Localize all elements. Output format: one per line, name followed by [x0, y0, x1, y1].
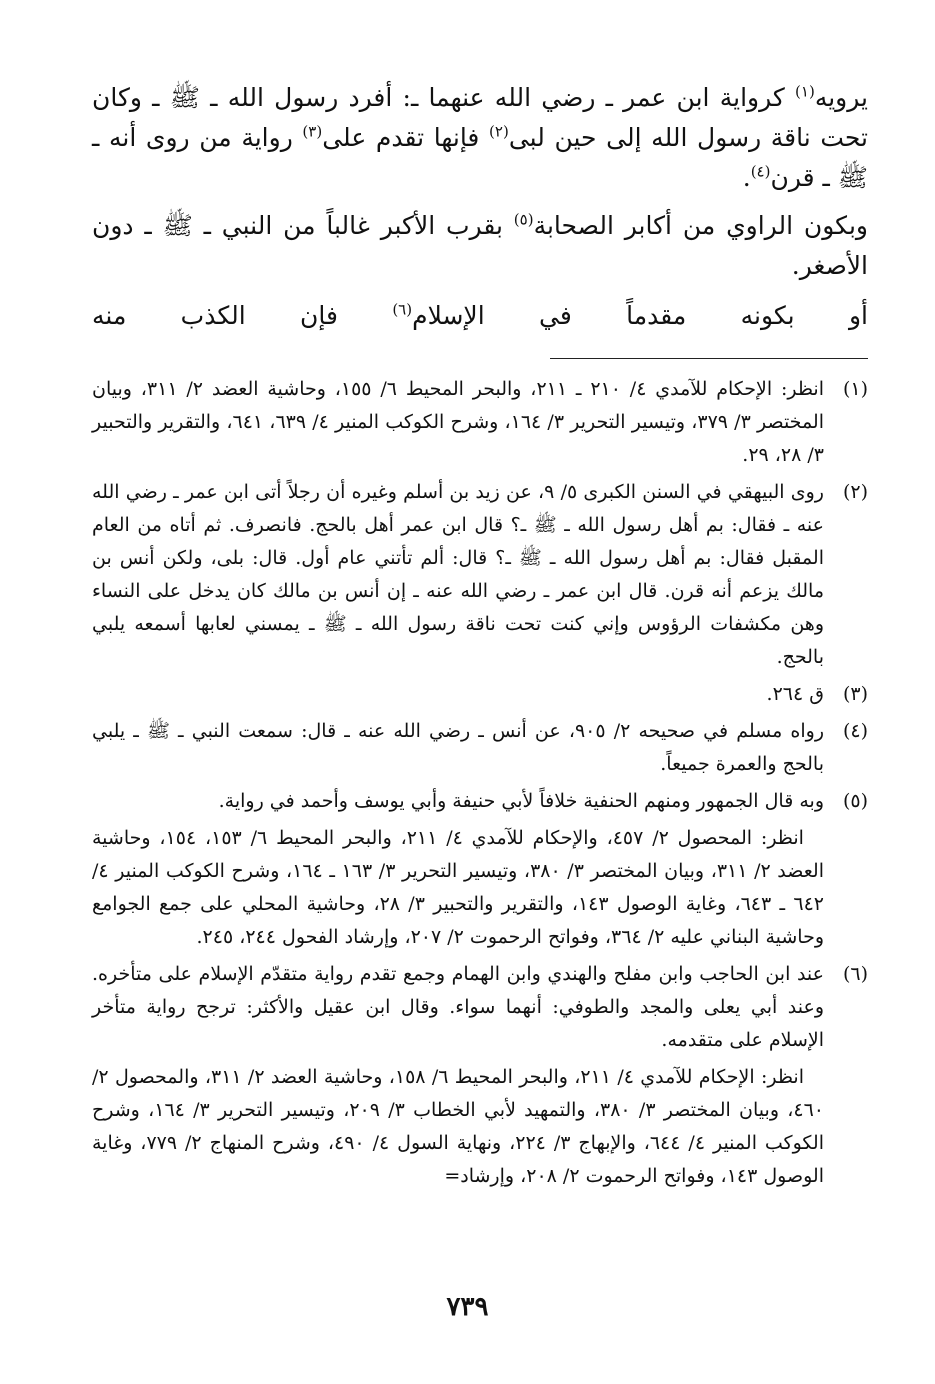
p1-text-b: كرواية ابن عمر ـ رضي الله عنهما ـ: أفرد رسول الله ـ ﷺ ـ وكان تحت ناقة رسول الله إلى حين لبى [92, 83, 868, 152]
footnote-text: ق ٢٦٤. [766, 683, 824, 705]
p3-text-a: أو بكونه مقدماً في الإسلام [412, 301, 868, 330]
p2-text-a: وبكون الراوي من أكابر الصحابة [533, 211, 868, 240]
footnote-text: انظر: الإحكام للآمدي ٤/ ٢١٠ ـ ٢١١، والبحر المحيط ٦/ ١٥٥، وحاشية العضد ٢/ ٣١١، وبيان المختصر ٣/ ٣٧٩، وتيسير التحرير ٣/ ١٦٤، وشرح الكوكب المنير ٤/ ٦٣٩، ٦٤١، والتقرير والتحبير ٣/ ٢٨، ٢٩. [92, 378, 825, 466]
footnote-1 [92, 373, 868, 472]
footnote-text: روى البيهقي في السنن الكبرى ٥/ ٩، عن زيد بن أسلم وغيره أن رجلاً أتى ابن عمر ـ رضي الله عنه ـ فقال: بم أهل رسول الله ـ ﷺ ـ؟ قال ابن عمر أهل بالحج. فانصرف. ثم أتاه من العام المقبل فقال: بم أهل رسول الله ـ ﷺ ـ؟ قال: ألم تأتني عام أول. قال: بلى، ولكن أنس بن مالك يزعم أنه قرن. قال ابن عمر ـ رضي الله عنه ـ إن أنس بن مالك كان يدخل على النساء وهن مكشفات الرؤوس وإني كنت تحت ناقة رسول الله ـ ﷺ ـ يمسني لعابها أسمعه يلبي بالحج. [92, 481, 824, 668]
p1-text-a: يرويه [814, 83, 868, 112]
footnote-ref-3[interactable]: (٣) [302, 122, 323, 141]
footnote-ref-2[interactable]: (٢) [489, 122, 509, 141]
footnote-ref-6[interactable]: (٦) [392, 300, 413, 319]
footnote-ref-1[interactable]: (١) [795, 82, 815, 101]
footnote-separator [550, 358, 868, 359]
footnote-3 [92, 678, 868, 711]
page-number: ٧٣٩ [446, 1292, 489, 1322]
footnote-number: (١) [842, 378, 868, 400]
main-paragraph-2 [92, 206, 868, 286]
p1-text-e: . [742, 163, 751, 192]
footnote-number: (٦) [842, 963, 868, 985]
main-paragraph-3 [92, 296, 868, 336]
footnote-number: (٤) [842, 720, 868, 742]
footnote-4 [92, 715, 868, 781]
main-paragraph-1 [92, 78, 868, 198]
p1-text-c: فإنها تقدم على [322, 123, 490, 152]
footnote-5 [92, 785, 868, 954]
footnote-references: انظر: المحصول ٢/ ٤٥٧، والإحكام للآمدي ٤/ ٢١١، والبحر المحيط ٦/ ١٥٣، ١٥٤، وحاشية العضد ٢/ ٣١١، وبيان المختصر ٣/ ٣٨٠، وتيسير التحرير ٣/ ١٦٣ ـ ١٦٤، وشرح الكوكب المنير ٤/ ٦٤٢ ـ ٦٤٣، وغاية الوصول ١٤٣، والتقرير والتحبير ٣/ ٢٨، وحاشية المحلي على جمع الجوامع وحاشية البناني عليه ٢/ ٣٦٤، وفواتح الرحموت ٢/ ٢٠٧، وإرشاد الفحول ٢٤٤، ٢٤٥. [92, 827, 824, 948]
footnote-text: رواه مسلم في صحيحه ٢/ ٩٠٥، عن أنس ـ رضي الله عنه ـ قال: سمعت النبي ـ ﷺ ـ يلبي بالحج والعمرة جميعاً. [92, 720, 824, 775]
footnote-6 [92, 958, 868, 1193]
p1-text-d: رواية من روى أنه ـ ﷺ ـ قرن [92, 123, 868, 192]
footnote-references: انظر: الإحكام للآمدي ٤/ ٢١١، والبحر المحيط ٦/ ١٥٨، وحاشية العضد ٢/ ٣١١، والمحصول ٢/ ٤٦٠، وبيان المختصر ٣/ ٣٨٠، والتمهيد لأبي الخطاب ٣/ ٢٠٩، وتيسير التحرير ٣/ ١٦٤، وشرح الكوكب المنير ٤/ ٦٤٤، والإبهاج ٣/ ٢٢٤، ونهاية السول ٤/ ٤٩٠، وشرح المنهاج ٢/ ٧٧٩، وغاية الوصول ١٤٣، وفواتح الرحموت ٢/ ٢٠٨، وإرشاد= [92, 1066, 825, 1187]
footnote-2 [92, 476, 868, 674]
footnote-ref-5[interactable]: (٥) [513, 210, 534, 229]
footnote-text: عند ابن الحاجب وابن مفلح والهندي وابن الهمام وجمع تقدم رواية متقدّم الإسلام على متأخره. وعند أبي يعلى والمجد والطوفي: أنهما سواء. وقال ابن عقيل والأكثر: ترجح رواية متأخر الإسلام على متقدمه. [92, 963, 824, 1051]
footnote-ref-4[interactable]: (٤) [750, 162, 771, 181]
footnote-number: (٢) [842, 481, 868, 503]
footnotes [92, 373, 868, 1193]
footnote-number: (٣) [842, 683, 868, 705]
p2-text-b: بقرب الأكبر غالباً من النبي ـ ﷺ ـ دون الأصغر. [92, 211, 868, 280]
footnote-text: وبه قال الجمهور ومنهم الحنفية خلافاً لأبي حنيفة وأبي يوسف وأحمد في رواية. [218, 790, 824, 812]
page-content [92, 78, 868, 1197]
footnote-number: (٥) [842, 790, 868, 812]
p3-text-b: فإن الكذب منه [92, 301, 393, 330]
